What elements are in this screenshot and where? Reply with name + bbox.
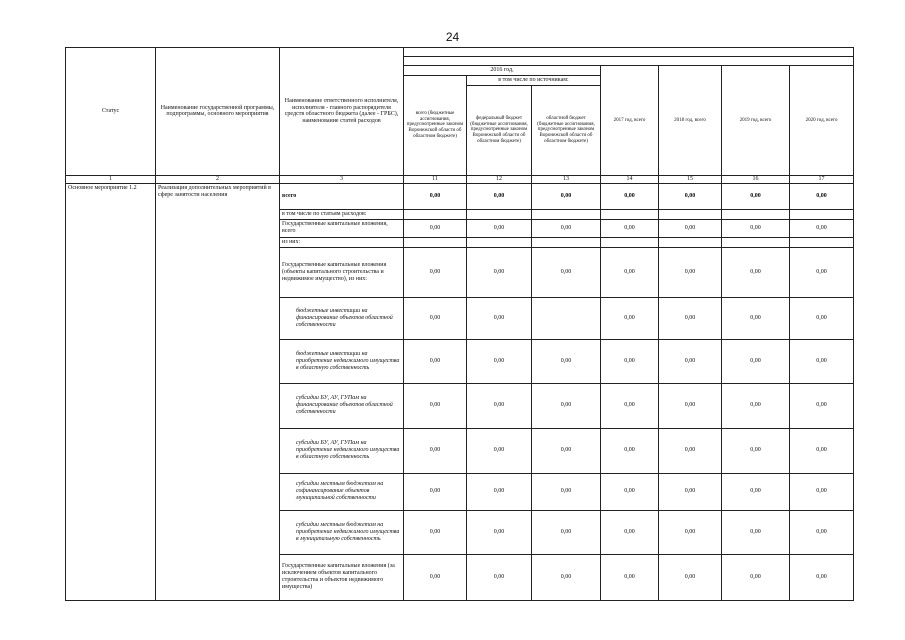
value-cell: 0,00 bbox=[790, 428, 854, 473]
col-number: 15 bbox=[659, 175, 722, 183]
value-cell: 0,00 bbox=[790, 554, 854, 600]
col-number: 17 bbox=[790, 175, 854, 183]
value-cell: 0,00 bbox=[601, 554, 659, 600]
value-cell: 0,00 bbox=[532, 219, 601, 237]
value-cell: 0,00 bbox=[404, 428, 467, 473]
row-label: субсидии БУ, АУ, ГУПам на финансирование объектов областной собственности bbox=[280, 383, 404, 428]
value-cell: 0,00 bbox=[790, 183, 854, 209]
row-label: Государственные капитальные вложения, всего bbox=[280, 219, 404, 237]
budget-table bbox=[65, 47, 854, 601]
header-executor: Наименование ответственного исполнителя, исполнителя - главного распорядителя средств областного бюджета (далее - ГРБС), наименование статей расходов bbox=[280, 48, 404, 176]
value-cell: 0,00 bbox=[467, 339, 532, 383]
value-cell: 0,00 bbox=[659, 383, 722, 428]
header-blank-row bbox=[404, 48, 854, 57]
value-cell: 0,00 bbox=[467, 183, 532, 209]
col-number: 13 bbox=[532, 175, 601, 183]
col-number: 3 bbox=[280, 175, 404, 183]
value-cell: 0,00 bbox=[532, 247, 601, 297]
header-by-sources: в том числе по источникам: bbox=[467, 75, 601, 85]
value-cell: 0,00 bbox=[404, 383, 467, 428]
value-cell: 0,00 bbox=[467, 510, 532, 554]
value-cell: 0,00 bbox=[790, 339, 854, 383]
value-cell: 0,00 bbox=[601, 339, 659, 383]
value-cell: 0,00 bbox=[404, 247, 467, 297]
value-cell: 0,00 bbox=[790, 510, 854, 554]
value-cell: 0,00 bbox=[532, 339, 601, 383]
header-status: Статус bbox=[66, 48, 156, 176]
header-blank-row-2 bbox=[404, 57, 854, 66]
value-cell: 0,00 bbox=[722, 428, 790, 473]
value-cell: 0,00 bbox=[790, 219, 854, 237]
header-2018: 2018 год, всего bbox=[659, 66, 722, 176]
value-cell: 0,00 bbox=[722, 219, 790, 237]
value-cell: 0,00 bbox=[467, 247, 532, 297]
value-cell: 0,00 bbox=[722, 297, 790, 339]
value-cell: 0,00 bbox=[404, 183, 467, 209]
value-cell: 0,00 bbox=[722, 383, 790, 428]
value-cell: 0,00 bbox=[532, 554, 601, 600]
value-cell: 0,00 bbox=[467, 383, 532, 428]
value-cell: 0,00 bbox=[659, 339, 722, 383]
header-year-2016: 2016 год, bbox=[404, 66, 601, 76]
value-cell: 0,00 bbox=[722, 339, 790, 383]
col-number: 12 bbox=[467, 175, 532, 183]
value-cell: 0,00 bbox=[659, 183, 722, 209]
value-cell: 0,00 bbox=[601, 428, 659, 473]
row-label: в том числе по статьям расходов: bbox=[280, 209, 404, 219]
value-cell: 0,00 bbox=[659, 297, 722, 339]
value-cell: 0,00 bbox=[532, 428, 601, 473]
value-cell: 0,00 bbox=[722, 247, 790, 297]
value-cell: 0,00 bbox=[467, 428, 532, 473]
value-cell: 0,00 bbox=[790, 473, 854, 510]
value-cell: 0,00 bbox=[790, 383, 854, 428]
header-program: Наименование государственной программы, подпрограммы, основного мероприятия bbox=[156, 48, 280, 176]
value-cell: 0,00 bbox=[601, 219, 659, 237]
value-cell: 0,00 bbox=[601, 473, 659, 510]
value-cell: 0,00 bbox=[659, 510, 722, 554]
page-number: 24 bbox=[445, 30, 460, 44]
row-label: Государственные капитальные вложения (объекты капитального строительства и недвижимое имущество), из них: bbox=[280, 247, 404, 297]
row-label: бюджетные инвестиции на финансирование объектов областной собственности bbox=[280, 297, 404, 339]
value-cell: 0,00 bbox=[722, 510, 790, 554]
header-2017: 2017 год, всего bbox=[601, 66, 659, 176]
header-federal: федеральный бюджет (бюджетные ассигнования, предусмотренные законом Воронежской области об областном бюджете) bbox=[467, 85, 532, 175]
row-label: субсидии местным бюджетам на приобретение недвижимого имущества в муниципальную собственность bbox=[280, 510, 404, 554]
value-cell: 0,00 bbox=[790, 297, 854, 339]
row-label: из них: bbox=[280, 237, 404, 247]
header-2019: 2019 год, всего bbox=[722, 66, 790, 176]
value-cell: 0,00 bbox=[722, 554, 790, 600]
row-label: всего bbox=[280, 183, 404, 209]
value-cell: 0,00 bbox=[404, 219, 467, 237]
value-cell: 0,00 bbox=[532, 510, 601, 554]
row-label: субсидии БУ, АУ, ГУПам на приобретение недвижимого имущества в областную собственность bbox=[280, 428, 404, 473]
value-cell: 0,00 bbox=[790, 247, 854, 297]
value-cell: 0,00 bbox=[659, 554, 722, 600]
value-cell: 0,00 bbox=[404, 510, 467, 554]
value-cell: 0,00 bbox=[659, 247, 722, 297]
column-number-row bbox=[66, 175, 854, 183]
value-cell: 0,00 bbox=[601, 183, 659, 209]
value-cell: 0,00 bbox=[467, 473, 532, 510]
value-cell: 0,00 bbox=[532, 473, 601, 510]
col-number: 2 bbox=[156, 175, 280, 183]
value-cell: 0,00 bbox=[532, 383, 601, 428]
value-cell: 0,00 bbox=[404, 554, 467, 600]
row-label: Государственные капитальные вложения (за исключением объектов капитального строительства и объектов недвижимого имущества) bbox=[280, 554, 404, 600]
value-cell: 0,00 bbox=[467, 297, 532, 339]
value-cell: 0,00 bbox=[532, 183, 601, 209]
value-cell: 0,00 bbox=[467, 554, 532, 600]
value-cell: 0,00 bbox=[722, 473, 790, 510]
value-cell: 0,00 bbox=[601, 510, 659, 554]
value-cell: 0,00 bbox=[659, 473, 722, 510]
value-cell: 0,00 bbox=[404, 297, 467, 339]
col-number: 11 bbox=[404, 175, 467, 183]
value-cell: 0,00 bbox=[601, 383, 659, 428]
value-cell: 0,00 bbox=[467, 219, 532, 237]
col-number: 1 bbox=[66, 175, 156, 183]
header-2020: 2020 год, всего bbox=[790, 66, 854, 176]
col-number: 14 bbox=[601, 175, 659, 183]
value-cell: 0,00 bbox=[404, 339, 467, 383]
value-cell: 0,00 bbox=[722, 183, 790, 209]
value-cell: 0,00 bbox=[659, 219, 722, 237]
value-cell: 0,00 bbox=[601, 247, 659, 297]
col-number: 16 bbox=[722, 175, 790, 183]
value-cell: 0,00 bbox=[601, 297, 659, 339]
table-row bbox=[66, 183, 854, 209]
value-cell bbox=[532, 297, 601, 339]
status-cell: Основное мероприятие 1.2 bbox=[66, 183, 156, 600]
value-cell: 0,00 bbox=[404, 473, 467, 510]
value-cell: 0,00 bbox=[659, 428, 722, 473]
row-label: бюджетные инвестиции на приобретение недвижимого имущества в областную собственность bbox=[280, 339, 404, 383]
program-cell: Реализация дополнительных мероприятий в сфере занятости населения bbox=[156, 183, 280, 600]
row-label: субсидии местным бюджетам на софинансирование объектов муниципальной собственности bbox=[280, 473, 404, 510]
header-regional: областной бюджет (бюджетные ассигнования, предусмотренные законом Воронежской области об областном бюджете) bbox=[532, 85, 601, 175]
header-total-2016: всего (бюджетные ассигнования, предусмотренные законом Воронежской области об областном бюджете) bbox=[404, 75, 467, 175]
